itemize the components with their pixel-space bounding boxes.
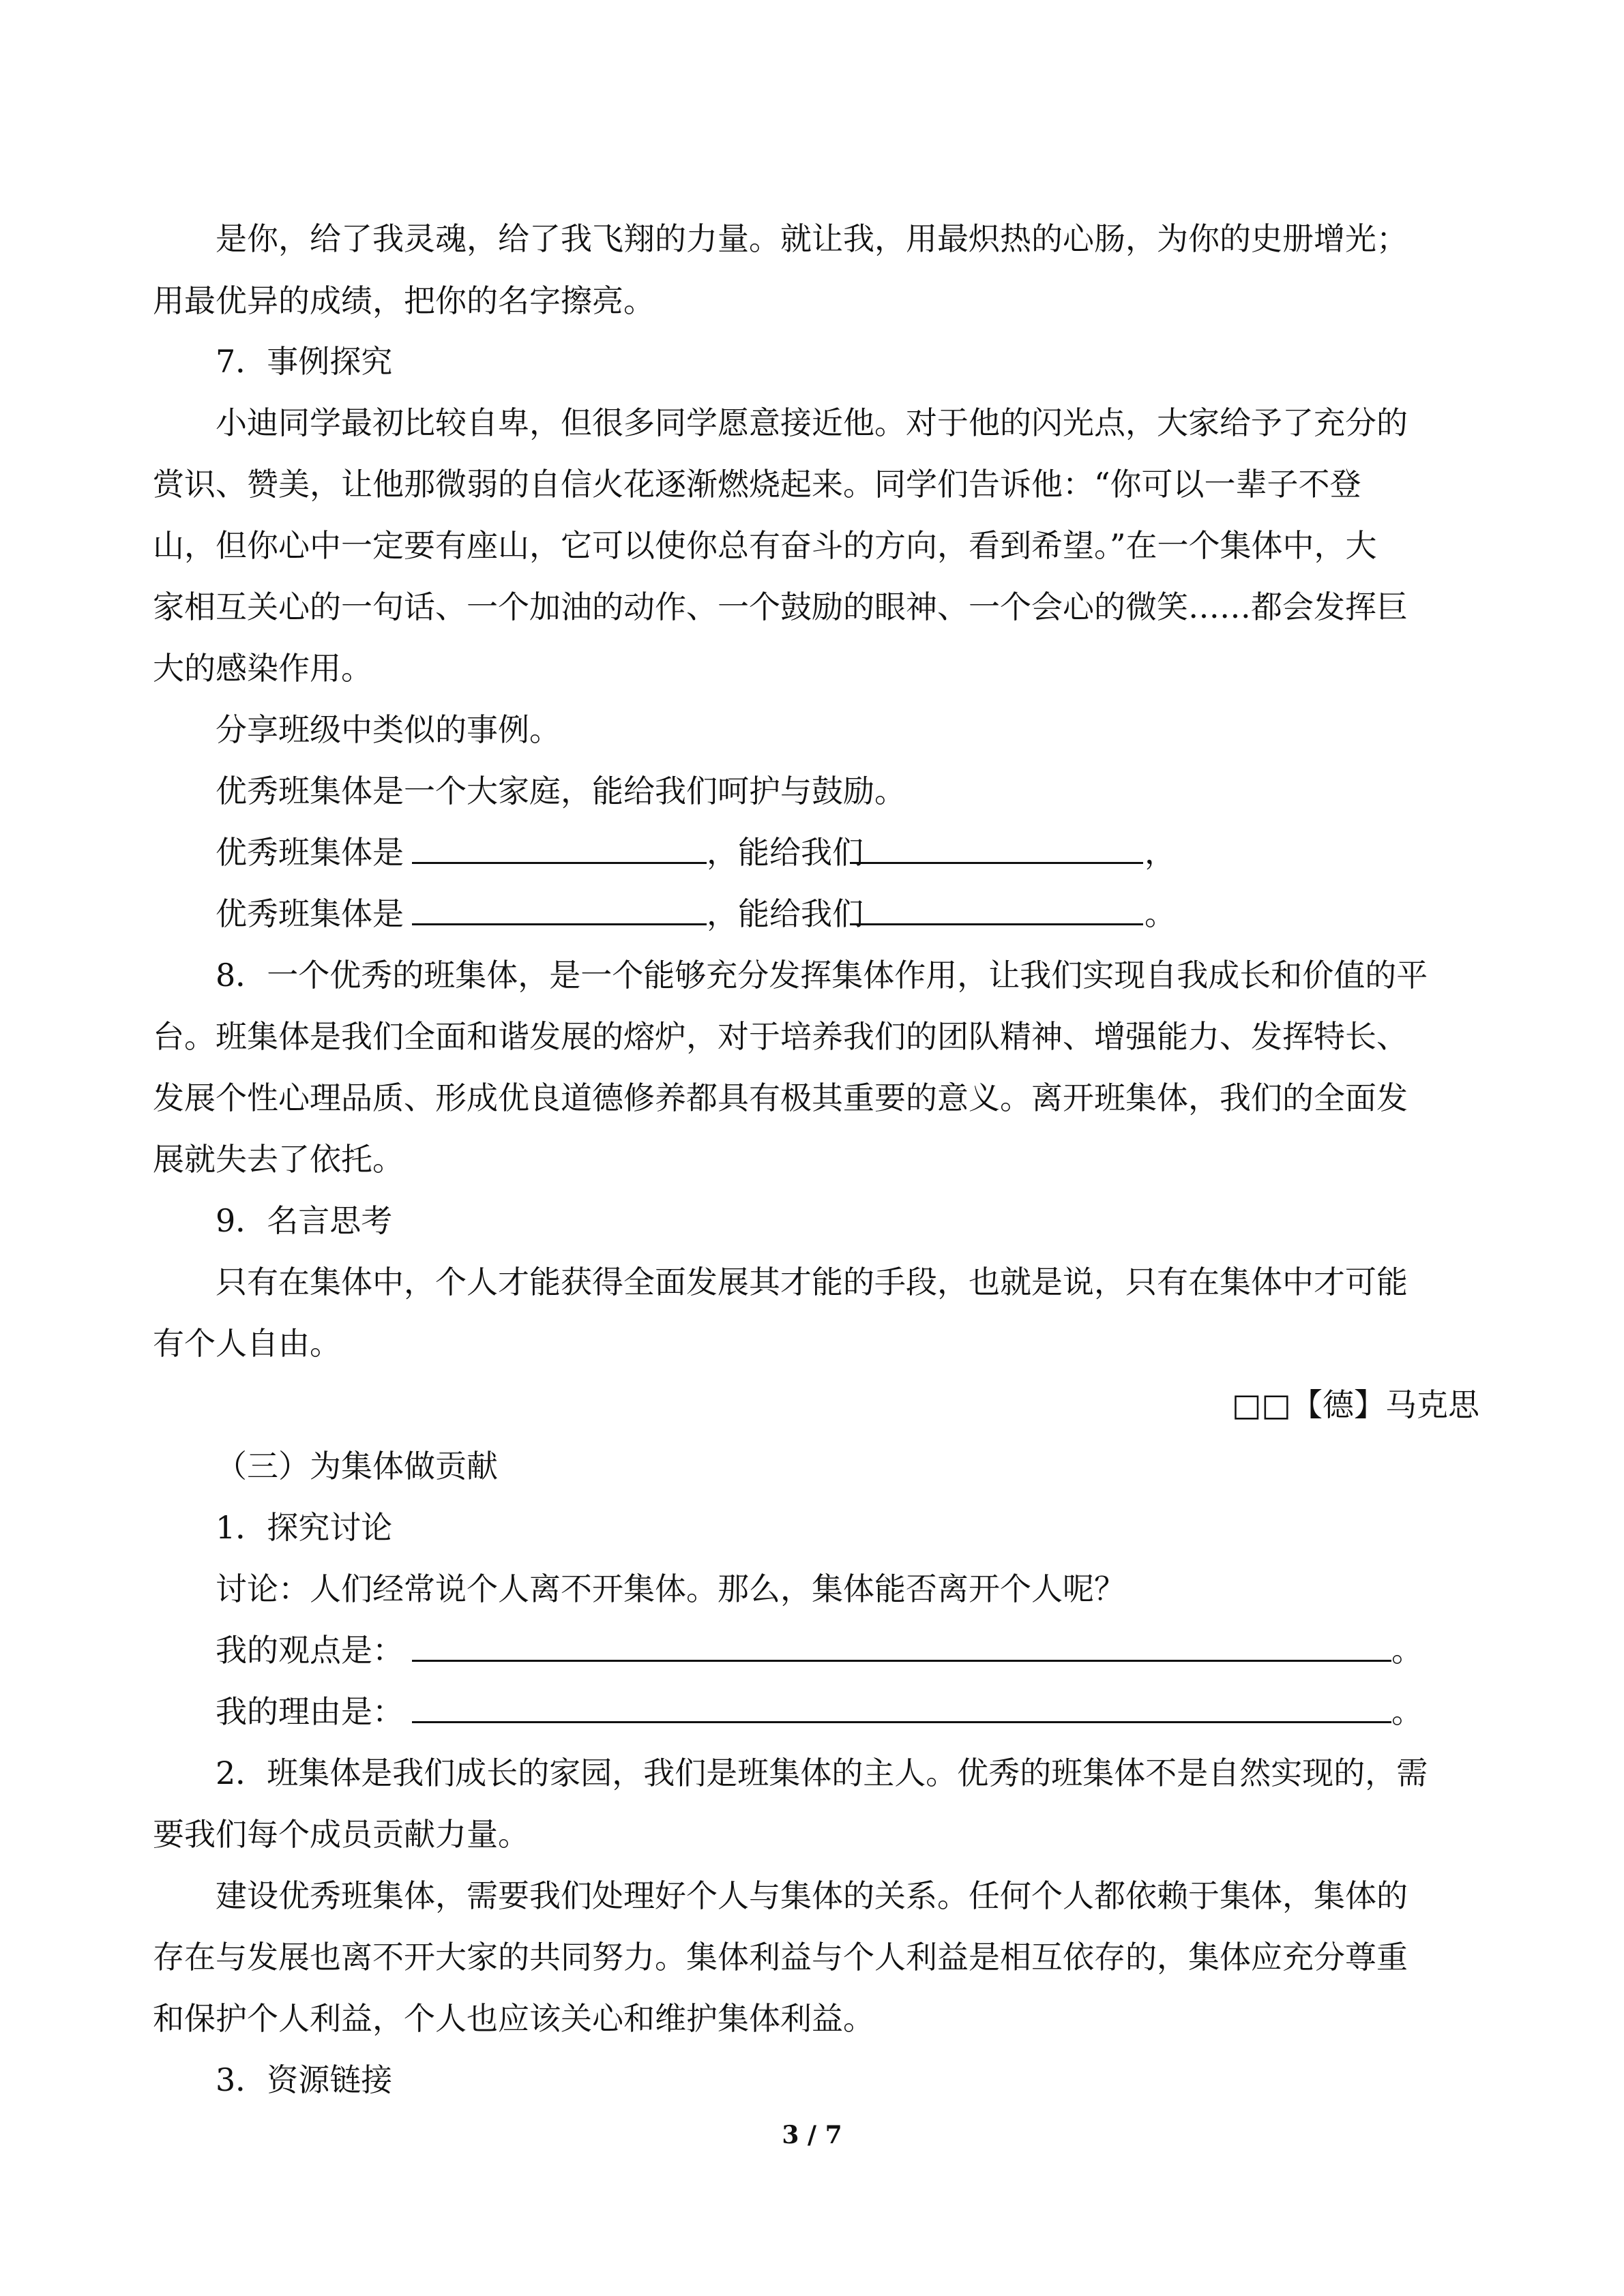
viewpoint-blank[interactable] <box>412 1660 1391 1662</box>
paragraph-line: 8．一个优秀的班集体，是一个能够充分发挥集体作用，让我们实现自我成长和价值的平 <box>216 957 1428 994</box>
section-heading: （三）为集体做贡献 <box>216 1448 498 1485</box>
paragraph-line: 2．班集体是我们成长的家园，我们是班集体的主人。优秀的班集体不是自然实现的，需 <box>216 1755 1428 1791</box>
discussion-prompt: 讨论：人们经常说个人离不开集体。那么，集体能否离开个人呢？ <box>216 1570 1125 1607</box>
paragraph-line: 用最优异的成绩，把你的名字擦亮。 <box>153 282 655 319</box>
item-heading: 9．名言思考 <box>216 1202 393 1239</box>
item-heading: 3．资源链接 <box>216 2061 393 2098</box>
answer-blank[interactable] <box>412 862 707 864</box>
paragraph-line: 只有在集体中，个人才能获得全面发展其才能的手段，也就是说，只有在集体中才可能 <box>216 1264 1408 1300</box>
answer-blank[interactable] <box>850 862 1143 864</box>
item-heading: 1．探究讨论 <box>216 1509 393 1546</box>
paragraph-line: 优秀班集体是一个大家庭，能给我们呵护与鼓励。 <box>216 773 906 809</box>
fill-in-line-2: 优秀班集体是 ，能给我们 。 <box>216 895 1176 932</box>
reason-blank[interactable] <box>412 1721 1391 1723</box>
paragraph-line: 展就失去了依托。 <box>153 1141 404 1178</box>
reason-line: 我的理由是： 。 <box>216 1693 1423 1730</box>
fill-in-line-1: 优秀班集体是 ，能给我们 ， <box>216 834 1176 871</box>
paragraph-line: 存在与发展也离不开大家的共同努力。集体利益与个人利益是相互依存的，集体应充分尊重 <box>153 1939 1408 1976</box>
paragraph-line: 发展个性心理品质、形成优良道德修养都具有极其重要的意义。离开班集体，我们的全面发 <box>153 1079 1408 1116</box>
paragraph-line: 台。班集体是我们全面和谐发展的熔炉，对于培养我们的团队精神、增强能力、发挥特长、 <box>153 1018 1408 1055</box>
answer-blank[interactable] <box>412 923 707 925</box>
page-number: 3 / 7 <box>782 2121 842 2149</box>
answer-blank[interactable] <box>850 923 1143 925</box>
viewpoint-line: 我的观点是： 。 <box>216 1632 1423 1669</box>
quote-attribution: □□【德】马克思 <box>1232 1386 1479 1423</box>
paragraph-line: 建设优秀班集体，需要我们处理好个人与集体的关系。任何个人都依赖于集体，集体的 <box>216 1877 1408 1914</box>
paragraph-line: 和保护个人利益，个人也应该关心和维护集体利益。 <box>153 2000 874 2037</box>
paragraph-line: 是你，给了我灵魂，给了我飞翔的力量。就让我，用最炽热的心肠，为你的史册增光； <box>216 220 1408 257</box>
paragraph-line: 分享班级中类似的事例。 <box>216 711 561 748</box>
paragraph-line: 大的感染作用。 <box>153 650 372 687</box>
paragraph-line: 家相互关心的一句话、一个加油的动作、一个鼓励的眼神、一个会心的微笑……都会发挥巨 <box>153 588 1408 625</box>
paragraph-line: 山，但你心中一定要有座山，它可以使你总有奋斗的方向，看到希望。”在一个集体中，大 <box>153 527 1377 564</box>
paragraph-line: 有个人自由。 <box>153 1325 341 1362</box>
paragraph-line: 小迪同学最初比较自卑，但很多同学愿意接近他。对于他的闪光点，大家给予了充分的 <box>216 404 1408 441</box>
paragraph-line: 赏识、赞美，让他那微弱的自信火花逐渐燃烧起来。同学们告诉他：“你可以一辈子不登 <box>153 466 1361 503</box>
item-heading: 7．事例探究 <box>216 343 393 380</box>
paragraph-line: 要我们每个成员贡献力量。 <box>153 1816 529 1853</box>
